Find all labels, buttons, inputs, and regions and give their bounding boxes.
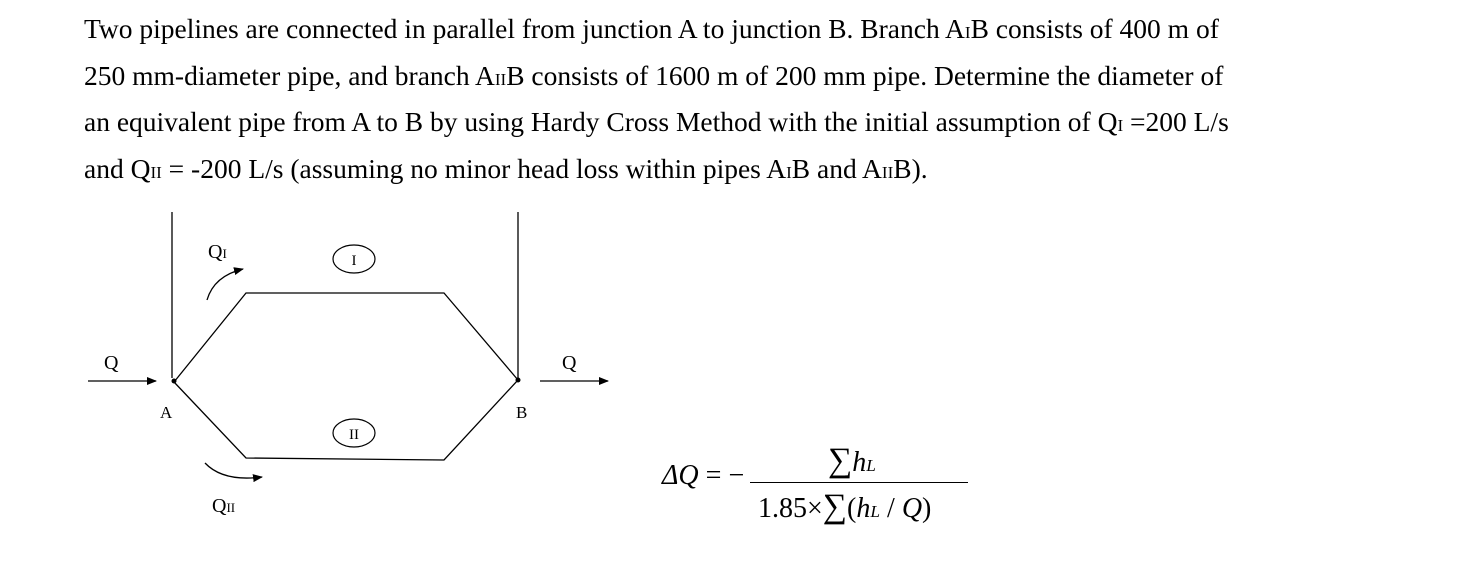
fraction-bar [750,482,968,483]
junction-a-dot [172,379,177,384]
inflow-label: Q [104,352,119,374]
lower-flow-arrow [205,463,262,478]
upper-flow-arrow [207,269,243,300]
formula-denominator: 1.85×∑(hL / Q) [758,488,932,525]
problem-line-2: 250 mm-diameter pipe, and branch AIIB consists of 1600 m of 200 mm pipe. Determine the diameter of [84,59,1224,91]
outflow-label: Q [562,352,577,374]
lower-flow-label: QII [212,495,236,517]
upper-branch-pipe [174,293,518,382]
formula-numerator: ∑hL [828,442,876,479]
junction-b-dot [516,378,521,383]
loop-lower-label: II [349,427,359,443]
upper-flow-label: QI [208,241,227,263]
junction-b-label: B [516,403,528,422]
loop-upper-label: I [351,253,357,269]
problem-line-3: an equivalent pipe from A to B by using Hardy Cross Method with the initial assumption of QI =200 L/s [84,106,1229,137]
problem-line-1: Two pipelines are connected in parallel from junction A to junction B. Branch AIB consists of 400 m of [84,13,1219,44]
problem-line-4: and QII = -200 L/s (assuming no minor head loss within pipes AIB and AIIB). [84,152,928,184]
formula-lhs: ΔQ = − [662,460,745,491]
junction-a-label: A [160,403,173,422]
